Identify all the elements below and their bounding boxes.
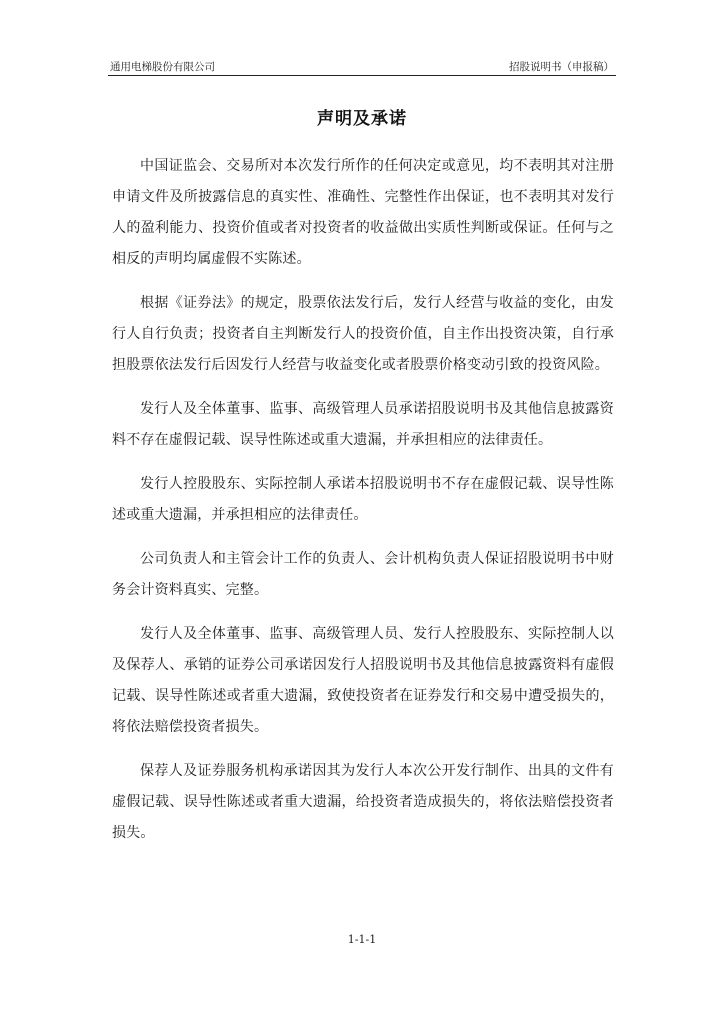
page-header [108,57,616,77]
paragraph-sponsor-commitment: 保荐人及证券服务机构承诺因其为发行人本次公开发行制作、出具的文件有虚假记载、误导性陈述或者重大遗漏，给投资者造成损失的，将依法赔偿投资者损失。 [112,763,614,841]
header-document-type: 招股说明书（申报稿） [509,61,614,73]
page-number: 1-1-1 [347,933,377,946]
header-divider [108,75,616,76]
page-title: 声明及承诺 [317,109,407,129]
paragraph-directors-commitment: 发行人及全体董事、监事、高级管理人员承诺招股说明书及其他信息披露资料不存在虚假记载、误导性陈述或重大遗漏，并承担相应的法律责任。 [112,401,614,448]
paragraph-investment-risk: 根据《证券法》的规定，股票依法发行后，发行人经营与收益的变化，由发行人自行负责；投资者自主判断发行人的投资价值，自主作出投资决策，自行承担股票依法发行后因发行人经营与收益变化或者股票价格变动引致的投资风险。 [112,295,614,373]
statement-body [112,151,614,862]
paragraph-compensation-commitment: 发行人及全体董事、监事、高级管理人员、发行人控股股东、实际控制人以及保荐人、承销的证券公司承诺因发行人招股说明书及其他信息披露资料有虚假记载、误导性陈述或者重大遗漏，致使投资者在证券发行和交易中遭受损失的，将依法赔偿投资者损失。 [112,626,614,735]
paragraph-accounting-guarantee: 公司负责人和主管会计工作的负责人、会计机构负责人保证招股说明书中财务会计资料真实、完整。 [112,551,614,598]
paragraph-controller-commitment: 发行人控股股东、实际控制人承诺本招股说明书不存在虚假记载、误导性陈述或重大遗漏，并承担相应的法律责任。 [112,476,614,523]
header-company-name: 通用电梯股份有限公司 [110,61,215,73]
paragraph-regulator-disclaimer: 中国证监会、交易所对本次发行所作的任何决定或意见，均不表明其对注册申请文件及所披露信息的真实性、准确性、完整性作出保证，也不表明其对发行人的盈利能力、投资价值或者对投资者的收益做出实质性判断或保证。任何与之相反的声明均属虚假不实陈述。 [112,158,614,267]
